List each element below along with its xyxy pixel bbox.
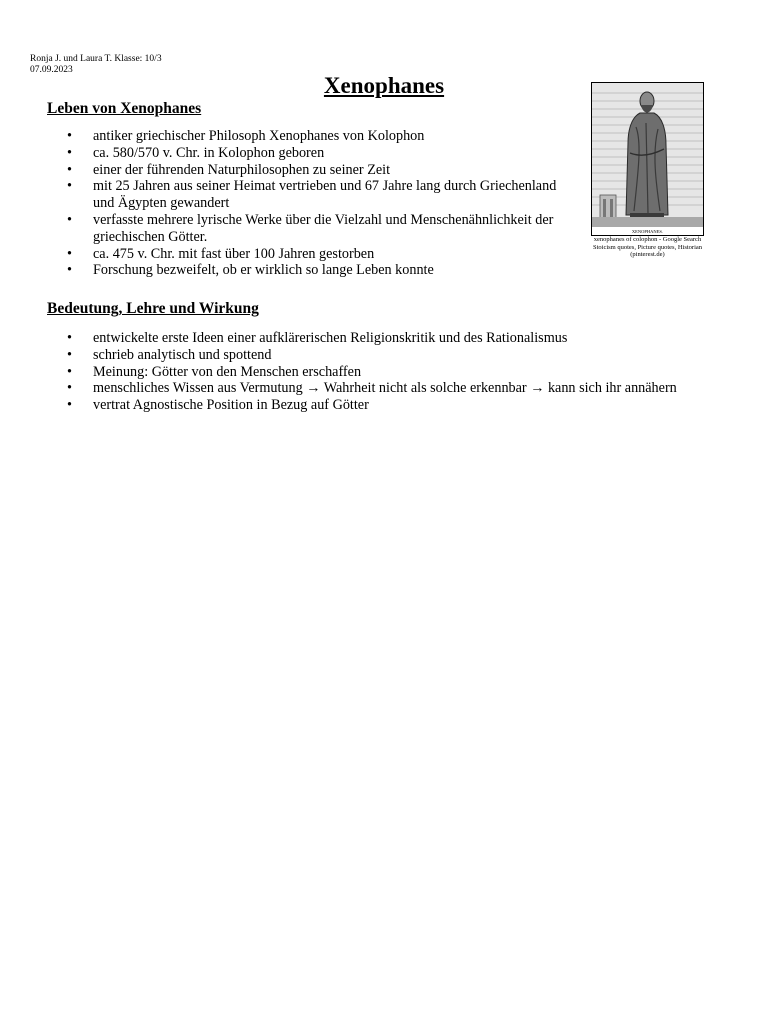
significance-bullet-list	[47, 330, 687, 414]
list-item: • Meinung: Götter von den Menschen erschaffen	[47, 364, 687, 381]
list-item: • ca. 475 v. Chr. mit fast über 100 Jahren gestorben	[47, 246, 577, 263]
caption-source-line: xenophanes of colophon - Google Search	[593, 236, 702, 243]
list-item: • entwickelte erste Ideen einer aufklärerischen Religionskritik und des Rationalismus	[47, 330, 687, 347]
author-line: Ronja J. und Laura T. Klasse: 10/3	[30, 54, 162, 64]
life-bullet-list	[47, 128, 577, 279]
document-title: Xenophanes	[323, 73, 445, 98]
figure-caption	[591, 236, 704, 259]
portrait-label: XENOPHANES.	[631, 229, 664, 234]
section-heading-significance: Bedeutung, Lehre und Wirkung	[47, 300, 259, 317]
date-line: 07.09.2023	[30, 65, 73, 75]
caption-tags-line: Stoicism quotes, Picture quotes, Historian	[592, 243, 703, 251]
list-item: • vertrat Agnostische Position in Bezug auf Götter	[47, 397, 687, 414]
portrait-figure	[591, 82, 704, 259]
caption-site-line: (pinterest.de)	[630, 251, 665, 258]
list-item: • einer der führenden Naturphilosophen zu seiner Zeit	[47, 162, 577, 179]
list-item: • Forschung bezweifelt, ob er wirklich so lange Leben konnte	[47, 262, 577, 279]
list-item: • ca. 580/570 v. Chr. in Kolophon geboren	[47, 145, 577, 162]
portrait-image	[591, 82, 704, 236]
list-item: • verfasste mehrere lyrische Werke über die Vielzahl und Menschenähnlichkeit der griechischen Götter.	[47, 212, 577, 246]
list-item: • schrieb analytisch und spottend	[47, 347, 687, 364]
list-item: • mit 25 Jahren aus seiner Heimat vertrieben und 67 Jahre lang durch Griechenland und Ägypten gewandert	[47, 178, 577, 212]
list-item: • antiker griechischer Philosoph Xenophanes von Kolophon	[47, 128, 577, 145]
list-item: • menschliches Wissen aus Vermutung → Wahrheit nicht als solche erkennbar → kann sich ihr annähern	[47, 380, 687, 397]
section-heading-life: Leben von Xenophanes	[47, 100, 202, 117]
